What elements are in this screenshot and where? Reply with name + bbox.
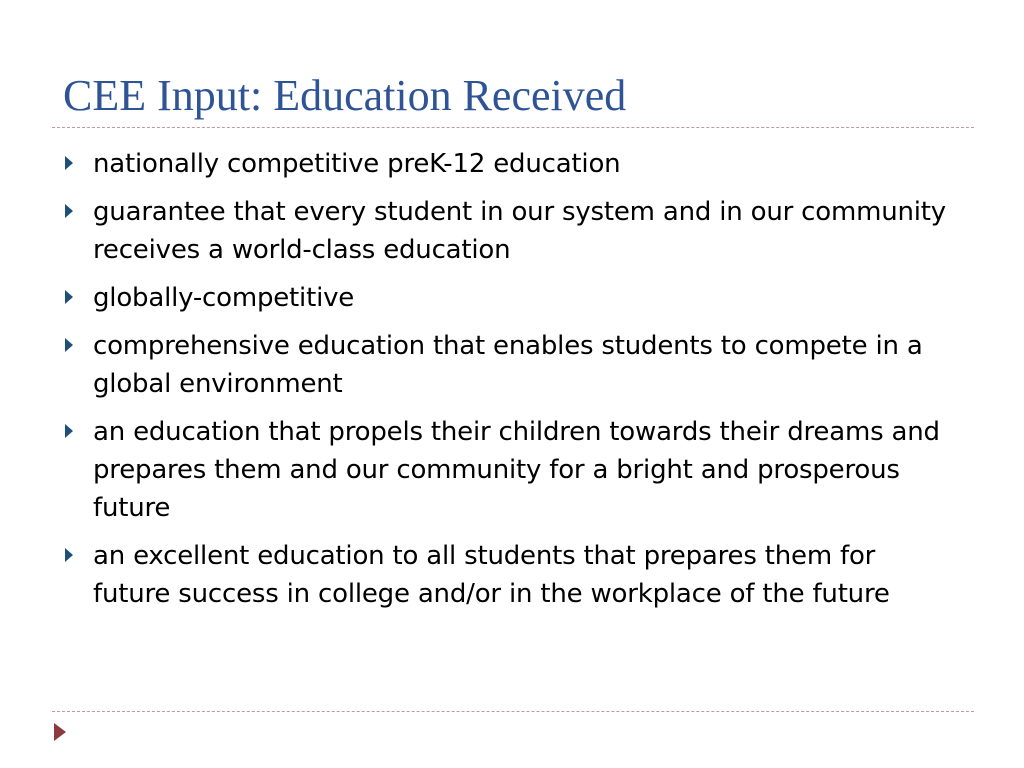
triangle-bullet-icon <box>65 290 73 304</box>
title-divider <box>52 127 974 128</box>
bullet-text: globally-competitive <box>93 283 355 313</box>
bullet-text: nationally competitive preK-12 education <box>93 149 621 179</box>
bullet-text: an education that propels their children towards their dreams and prepares them and our community for a bright and prosperous future <box>93 417 940 523</box>
triangle-bullet-icon <box>65 548 73 562</box>
bullet-text: an excellent education to all students that prepares them for future success in college and/or in the workplace of the future <box>93 541 890 609</box>
list-item <box>60 327 960 403</box>
bullet-text: comprehensive education that enables students to compete in a global environment <box>93 331 923 399</box>
triangle-bullet-icon <box>65 204 73 218</box>
footer-divider <box>52 711 974 712</box>
triangle-bullet-icon <box>65 424 73 438</box>
list-item <box>60 279 960 317</box>
list-item <box>60 193 960 269</box>
list-item <box>60 413 960 527</box>
triangle-bullet-icon <box>65 338 73 352</box>
list-item <box>60 537 960 613</box>
list-item <box>60 145 960 183</box>
bullet-list <box>60 145 960 623</box>
slide-title: CEE Input: Education Received <box>63 71 627 120</box>
triangle-bullet-icon <box>65 156 73 170</box>
bullet-text: guarantee that every student in our system and in our community receives a world-class education <box>93 197 946 265</box>
next-slide-arrow-icon[interactable] <box>54 723 66 741</box>
